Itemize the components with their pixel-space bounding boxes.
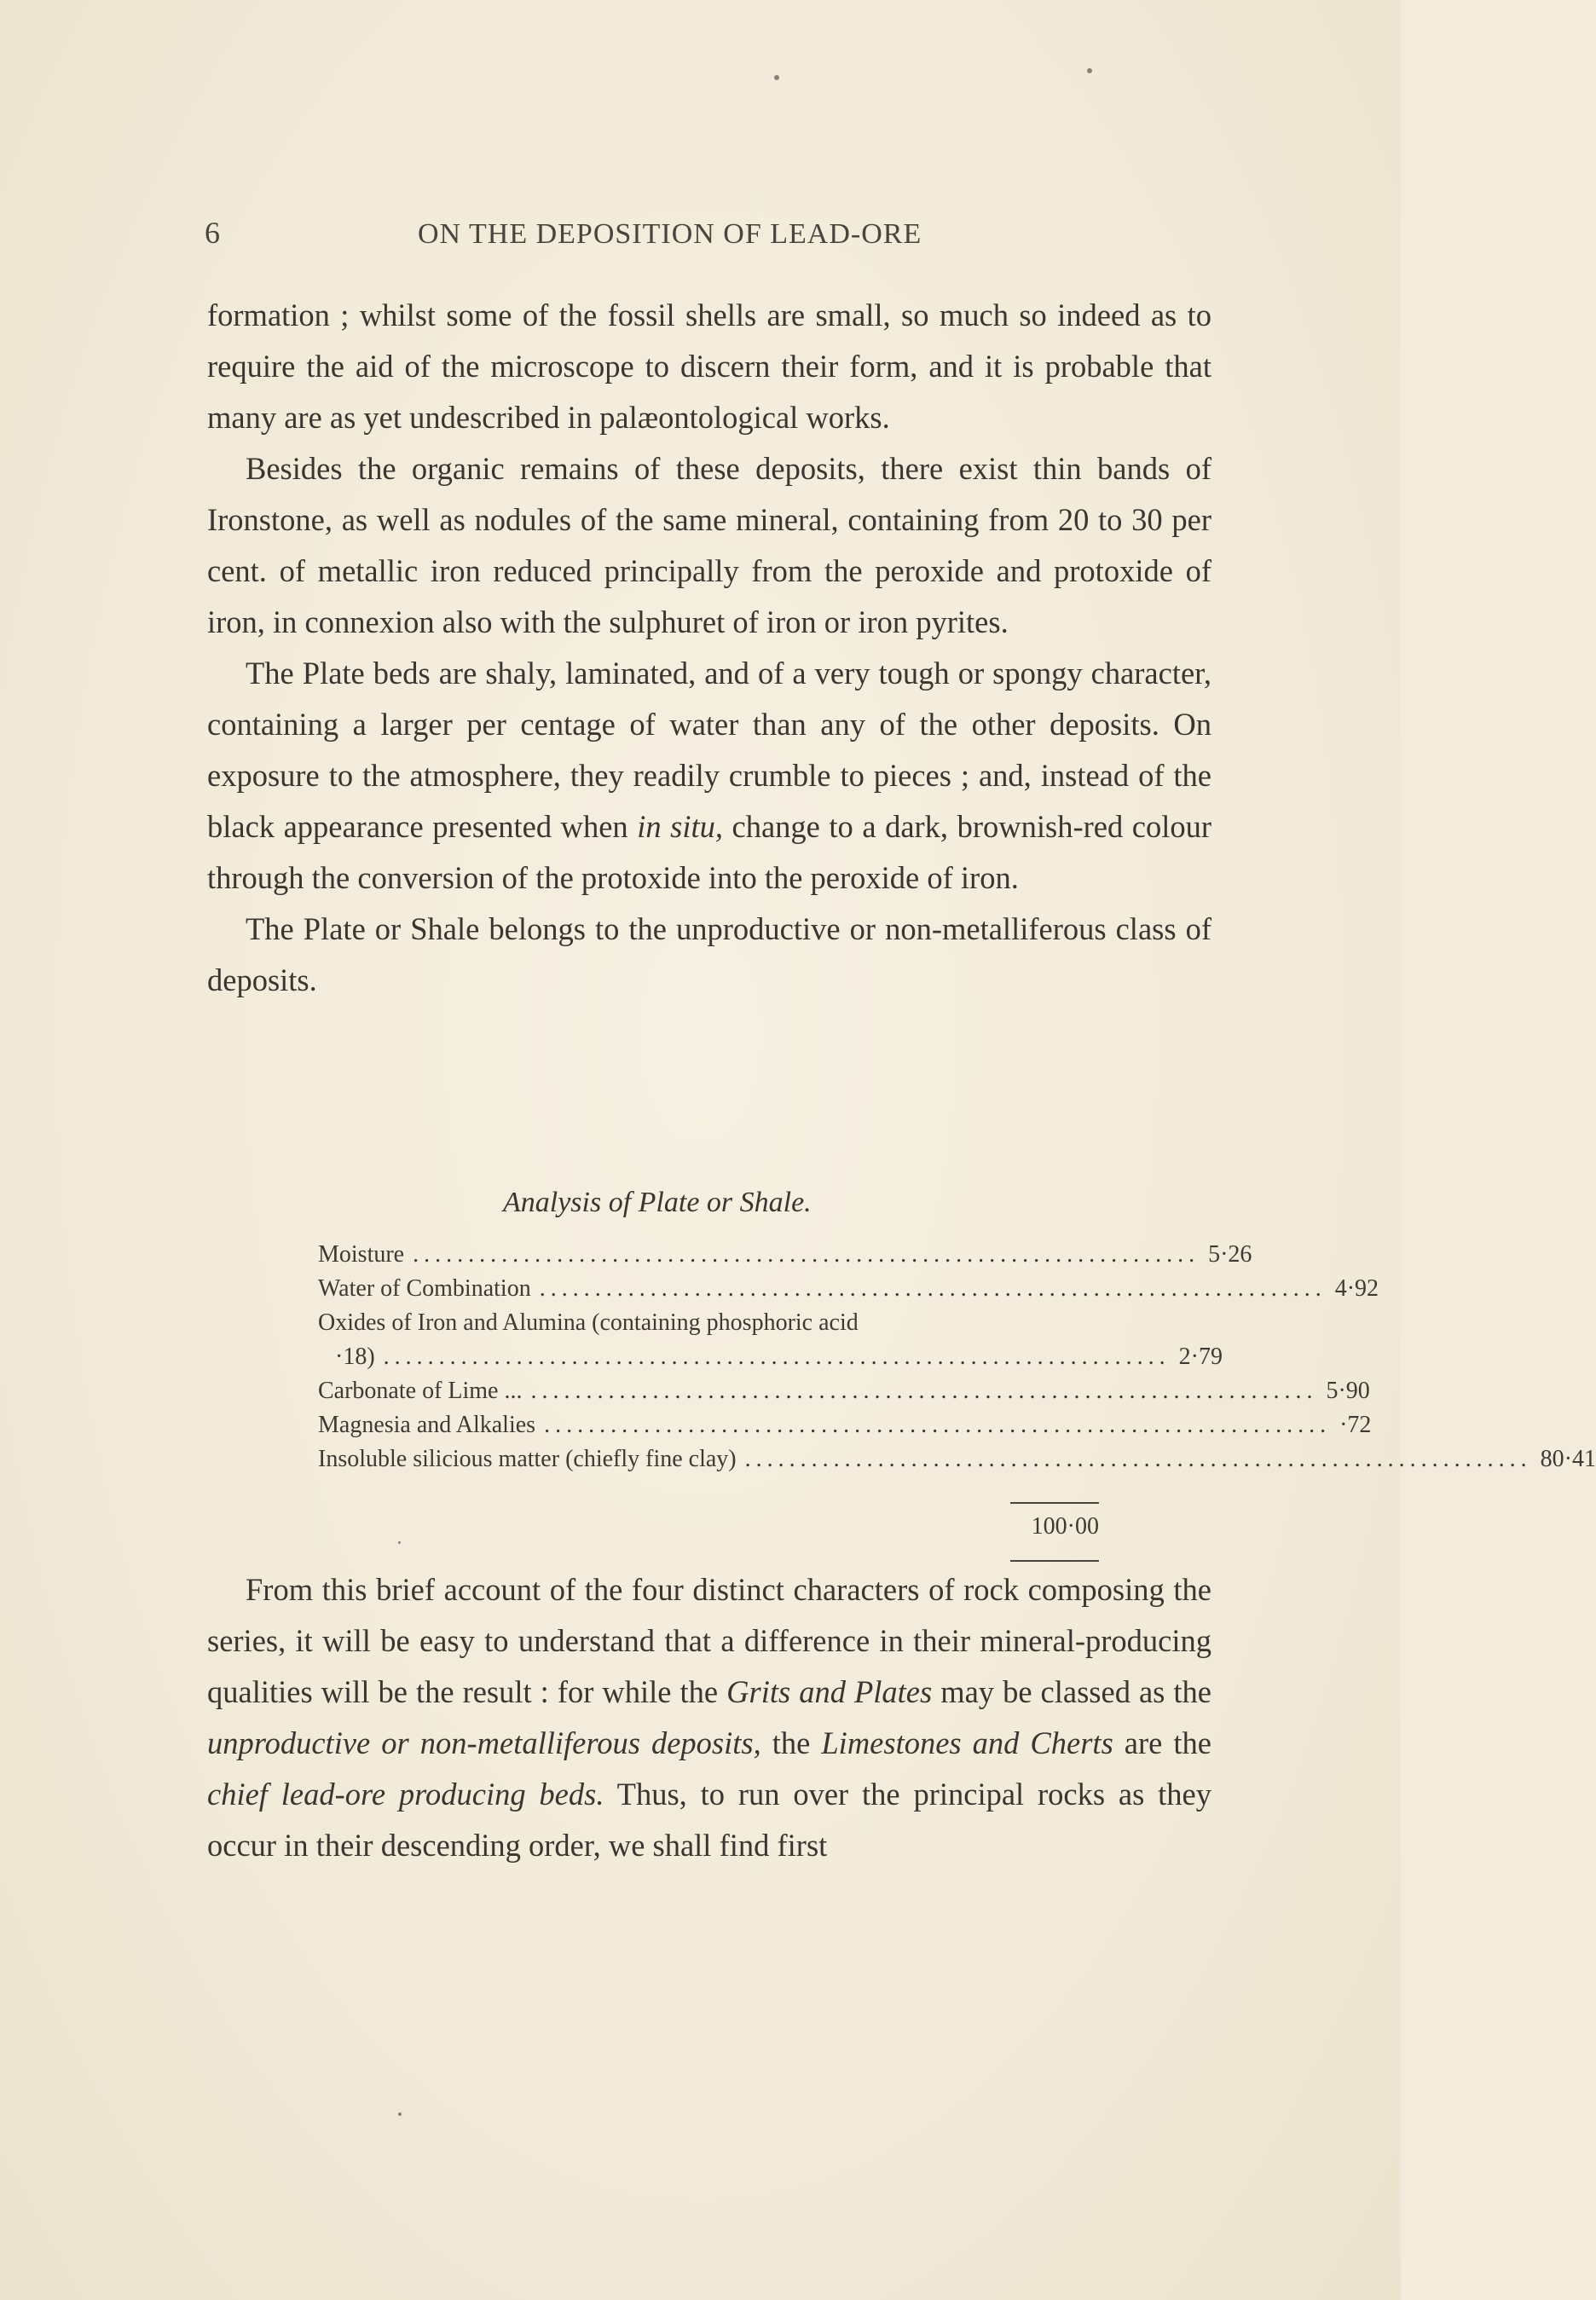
analysis-table — [318, 1238, 1596, 1477]
paper-speck — [774, 75, 779, 80]
analysis-row-oxides-cont: ·18) ....................................................................... 2·79 — [335, 1344, 1223, 1370]
analysis-total: 100·00 — [1031, 1513, 1099, 1540]
paragraph-5: From this brief account of the four distinct characters of rock composing the series, it will be easy to understand that a difference in their mineral-producing qualities will be the result : for while the Grits and Plates may be classed as the unproductive or non-metalliferous deposits, the Limestones and Cherts are the chief lead-ore producing beds. Thus, to run over the principal rocks as they occur in their descending order, we shall find first — [207, 1572, 1211, 1863]
analysis-row-carbonate: Carbonate of Lime ... ....................................................................... 5·90 — [318, 1378, 1370, 1404]
sum-rule-top — [1010, 1502, 1099, 1504]
analysis-title: Analysis of Plate or Shale. — [503, 1187, 812, 1218]
sum-rule-bottom — [1010, 1560, 1099, 1562]
paper-speck — [1087, 68, 1092, 73]
analysis-row-oxides: Oxides of Iron and Alumina (containing phosphoric acid — [318, 1309, 859, 1336]
paragraph-4: The Plate or Shale belongs to the unproductive or non-metalliferous class of deposits. — [207, 911, 1211, 997]
page-number: 6 — [205, 216, 220, 250]
paragraph-2: Besides the organic remains of these deposits, there exist thin bands of Ironstone, as well as nodules of the same mineral, containing from 20 to 30 per cent. of metallic iron reduced principally from the peroxide and protoxide of iron, in connexion also with the sulphuret of iron or iron pyrites. — [207, 451, 1211, 639]
analysis-row-magnesia: Magnesia and Alkalies ....................................................................... ·72 — [318, 1412, 1372, 1438]
paragraph-1: formation ; whilst some of the fossil shells are small, so much so indeed as to require the aid of the microscope to discern their form, and it is probable that many are as yet undescribed in palæontological works. — [207, 298, 1211, 435]
italic-in-situ: in situ, — [637, 809, 723, 844]
analysis-row-insoluble: Insoluble silicious matter (chiefly fine clay) ....................................................................... 80·41 — [318, 1446, 1596, 1472]
paper-speck — [398, 1541, 401, 1544]
body-text-top — [207, 290, 1211, 1006]
analysis-row-water: Water of Combination ....................................................................... 4·92 — [318, 1275, 1379, 1302]
analysis-row-moisture: Moisture ....................................................................... 5·26 — [318, 1241, 1252, 1268]
paper-speck — [398, 2112, 402, 2116]
paragraph-3: The Plate beds are shaly, laminated, and of a very tough or spongy character, containing a larger per centage of water than any of the other deposits. On exposure to the atmosphere, they readily crumble to pieces ; and, instead of the black appearance presented when in situ, change to a dark, brownish-red colour through the conversion of the protoxide into the peroxide of iron. — [207, 656, 1211, 895]
body-text-bottom — [207, 1564, 1211, 1871]
running-head: ON THE DEPOSITION OF LEAD-ORE — [418, 218, 922, 250]
